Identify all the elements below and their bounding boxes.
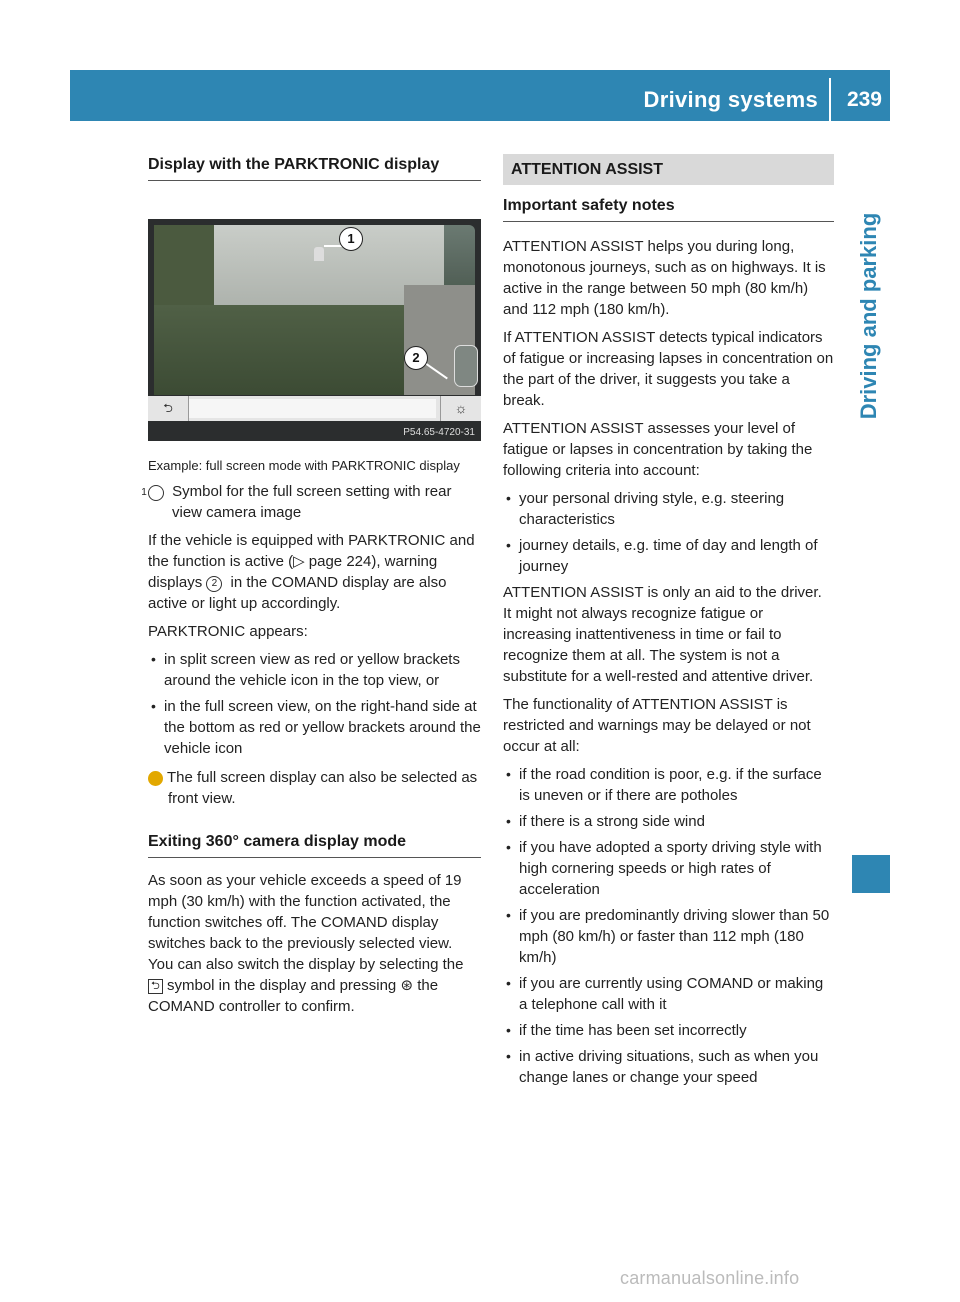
controller-symbol: ⊛ — [400, 977, 414, 994]
list-item: • if the time has been set incorrectly — [503, 1020, 834, 1041]
side-tab-marker — [852, 855, 890, 893]
text-fragment: warning displays — [148, 553, 438, 591]
brightness-icon: ☼ — [440, 396, 481, 421]
watermark: carmanualsonline.info — [620, 1268, 800, 1288]
callout-1: 1 — [339, 227, 363, 251]
page-number: 239 — [846, 88, 882, 111]
text-fragment: symbol in the display and pressing — [162, 977, 401, 994]
list-item: • in active driving situations, such as when you change lanes or change your speed — [503, 1046, 834, 1088]
vehicle-icon — [454, 345, 478, 387]
inline-number-2: 2 — [206, 576, 222, 592]
list-item: • if you are predominantly driving slower than 50 mph (80 km/h) or faster than 112 mph (180 km/h) — [503, 905, 834, 968]
paragraph-2: If ATTENTION ASSIST detects typical indicators of fatigue or increasing lapses in concentration on the part of the driver, it suggests you take a break. — [503, 329, 834, 409]
figure-id: P54.65-4720-31 — [403, 427, 475, 438]
list-item: • if you are currently using COMAND or making a telephone call with it — [503, 973, 834, 1015]
parktronic-bullets — [148, 649, 481, 759]
legend-number-1: 1 — [148, 485, 164, 501]
paragraph-3: ATTENTION ASSIST assesses your level of fatigue or lapses in concentration by taking the following criteria into account: — [503, 420, 813, 479]
legend-text-1: Symbol for the full screen setting with rear view camera image — [172, 483, 452, 521]
list-item: • in split screen view as red or yellow brackets around the vehicle icon in the top view, or — [148, 649, 481, 691]
paragraph-exit — [148, 870, 481, 1017]
list-item: • if the road condition is poor, e.g. if the surface is uneven or if there are potholes — [503, 764, 834, 806]
display-toolbar — [148, 396, 481, 421]
camera-figure — [148, 219, 481, 441]
legend-item-1 — [141, 481, 481, 523]
list-item: • in the full screen view, on the right-hand side at the bottom as red or yellow brackets around the vehicle icon — [148, 696, 481, 759]
header-separator — [829, 78, 831, 121]
right-column — [503, 154, 834, 1093]
paragraph-parktronic-appears: PARKTRONIC appears: — [148, 623, 308, 640]
fullscreen-setting-icon — [314, 247, 324, 261]
paragraph-1: ATTENTION ASSIST helps you during long, monotonous journeys, such as on highways. It is active in the range between 50 mph (80 km/h) and 112 mph (180 km/h). — [503, 238, 826, 318]
criteria-list — [503, 488, 834, 577]
back-symbol: ⮌ — [148, 979, 163, 994]
page-reference: ▷ page 224), — [293, 553, 381, 570]
header-bar — [70, 70, 890, 121]
list-item: • if you have adopted a sporty driving style with high cornering speeds or high rates of acceleration — [503, 837, 834, 900]
list-item: • your personal driving style, e.g. steering characteristics — [503, 488, 834, 530]
paragraph-4: ATTENTION ASSIST is only an aid to the driver. It might not always recognize fatigue or increasing inattentiveness in time or fail to recognize them at all. The system is not a substitute for a well-rested and attentive driver. — [503, 584, 822, 685]
text-fragment: the COMAND controller to confirm. — [148, 977, 439, 1015]
info-note — [143, 767, 481, 809]
callout-2: 2 — [404, 346, 428, 370]
section-heading-exit: Exiting 360° camera display mode — [148, 827, 481, 858]
back-icon: ⮌ — [148, 396, 189, 421]
text-fragment: If the vehicle is equipped with PARKTRONIC and the function is active ( — [148, 532, 475, 570]
info-icon: i — [148, 771, 163, 786]
list-item: • journey details, e.g. time of day and length of journey — [503, 535, 834, 577]
subheading-safety-notes: Important safety notes — [503, 191, 834, 222]
section-heading-attention-assist: ATTENTION ASSIST — [503, 154, 834, 185]
text-fragment: As soon as your vehicle exceeds a speed of 19 mph (30 km/h) with the function activated, the function switches off. The COMAND display switches back to the previously selected view. You can also switch the display by selecting the — [148, 872, 464, 973]
text-fragment: in the COMAND display are also active or light up accordingly. — [148, 574, 447, 612]
list-item: • if there is a strong side wind — [503, 811, 834, 832]
header-title: Driving systems — [643, 87, 818, 112]
info-text: The full screen display can also be selected as front view. — [167, 769, 478, 807]
paragraph-5: The functionality of ATTENTION ASSIST is restricted and warnings may be delayed or not occur at all: — [503, 696, 811, 755]
paragraph-parktronic-active — [148, 530, 481, 614]
camera-image — [154, 225, 475, 395]
section-heading-parktronic: Display with the PARKTRONIC display — [148, 150, 481, 181]
figure-caption: Example: full screen mode with PARKTRONIC display — [148, 458, 460, 473]
side-tab-label: Driving and parking — [856, 212, 881, 420]
restrictions-list — [503, 764, 834, 1088]
left-column — [141, 150, 481, 1024]
toolbar-field — [189, 399, 436, 418]
